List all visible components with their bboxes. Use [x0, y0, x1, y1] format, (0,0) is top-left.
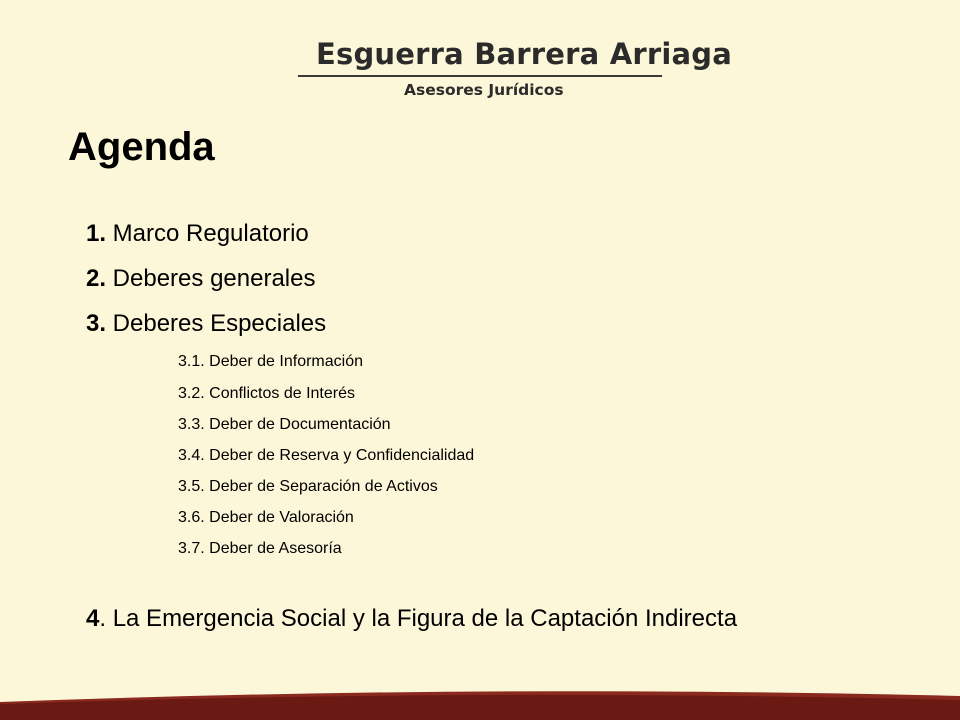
agenda-item-2 [86, 265, 315, 293]
agenda-item-1 [86, 220, 309, 248]
firm-name: Esguerra Barrera Arriaga [316, 37, 733, 71]
agenda-item-number: 2. [86, 265, 107, 292]
firm-logo [298, 32, 733, 102]
agenda-item-number: 4 [86, 605, 100, 632]
agenda-subitem-3-7: 3.7. Deber de Asesoría [178, 540, 342, 557]
agenda-subitem-3-2: 3.2. Conflictos de Interés [178, 385, 355, 402]
agenda-item-number: 3. [86, 310, 107, 337]
agenda-item-text: Deberes generales [106, 265, 316, 292]
agenda-item-text: Deberes Especiales [106, 310, 327, 337]
agenda-subitem-3-5: 3.5. Deber de Separación de Activos [178, 478, 438, 495]
agenda-item-text: Marco Regulatorio [106, 220, 309, 247]
logo-divider [298, 75, 662, 77]
agenda-subitem-3-1: 3.1. Deber de Información [178, 353, 363, 370]
agenda-item-number: 1. [86, 220, 107, 247]
agenda-subitem-3-4: 3.4. Deber de Reserva y Confidencialidad [178, 447, 475, 464]
footer-band [0, 684, 960, 720]
agenda-subitem-3-6: 3.6. Deber de Valoración [178, 509, 354, 526]
agenda-item-3 [86, 310, 326, 338]
agenda-item-text: . La Emergencia Social y la Figura de la Captación Indirecta [99, 605, 738, 632]
slide-title: Agenda [68, 125, 215, 169]
agenda-item-4 [86, 602, 879, 636]
footer-band-graphic [0, 684, 960, 720]
agenda-subitem-3-3: 3.3. Deber de Documentación [178, 416, 391, 433]
firm-tagline: Asesores Jurídicos [404, 81, 564, 99]
